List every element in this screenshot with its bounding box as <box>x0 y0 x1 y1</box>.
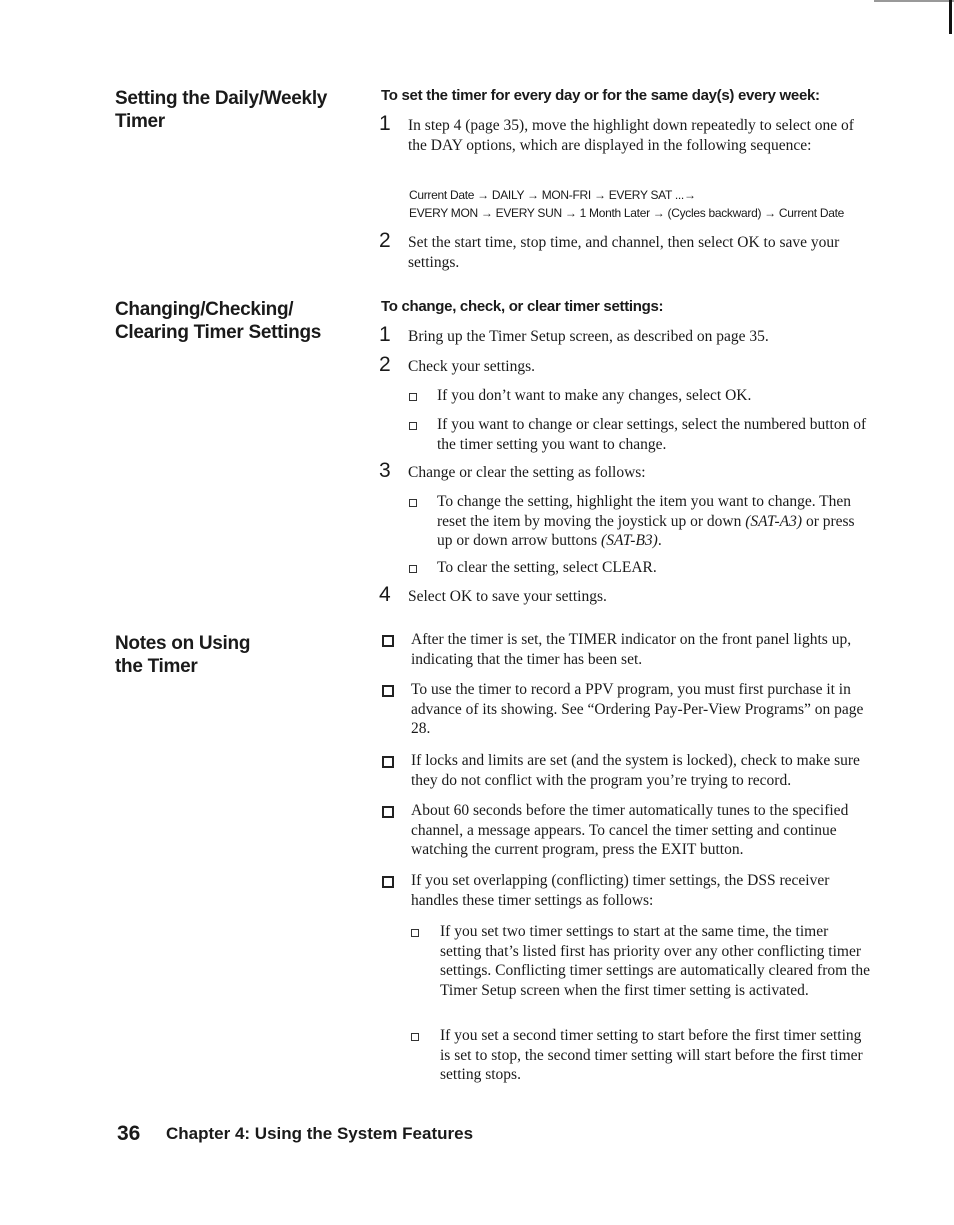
step-number: 2 <box>379 229 391 252</box>
bullet-box-icon <box>411 929 419 937</box>
page-number: 36 <box>117 1122 141 1145</box>
day-sequence-line: EVERY MON → EVERY SUN → 1 Month Later → (Cycles backward) → Current Date <box>409 206 844 220</box>
bullet-text: To clear the setting, select CLEAR. <box>437 559 657 576</box>
step-text: Change or clear the setting as follows: <box>408 464 646 481</box>
chapter-title: Chapter 4: Using the System Features <box>166 1124 474 1143</box>
step-number: 3 <box>379 459 391 482</box>
note-text: About 60 seconds before the timer automatically tunes to the specified channel, a message appears. To cancel the timer setting and continue watching the current program, press the EXIT button. <box>411 802 849 858</box>
note-box-icon <box>382 756 394 768</box>
bullet-text: If you don’t want to make any changes, select OK. <box>437 387 752 404</box>
heading-line: Clearing Timer Settings <box>115 322 322 343</box>
note-box-icon <box>382 806 394 818</box>
step-number: 1 <box>379 323 391 346</box>
note-text: After the timer is set, the TIMER indicator on the front panel lights up, indicating that the timer has been set. <box>411 631 852 668</box>
heading-line: Timer <box>115 111 165 132</box>
bullet-box-icon <box>409 499 417 507</box>
heading-line: Setting the Daily/Weekly <box>115 88 328 109</box>
day-sequence-line: Current Date → DAILY → MON-FRI → EVERY SAT ...→ <box>409 188 696 202</box>
section-heading-daily-weekly <box>115 87 345 133</box>
model-ref: (SAT-A3) <box>745 512 803 530</box>
note-box-icon <box>382 635 394 647</box>
bullet-text: If you set a second timer setting to start before the first timer setting is set to stop, the second timer setting will start before the first timer setting stops. <box>440 1027 863 1083</box>
subheading-changing: To change, check, or clear timer settings: <box>381 298 664 315</box>
corner-rule <box>874 0 954 2</box>
step-text: Bring up the Timer Setup screen, as described on page 35. <box>408 328 769 345</box>
note-text: If you set overlapping (conflicting) timer settings, the DSS receiver handles these timer settings as follows: <box>411 872 830 909</box>
subheading-daily-weekly: To set the timer for every day or for the same day(s) every week: <box>381 87 820 104</box>
bullet-text-part: . <box>657 532 662 549</box>
bullet-box-icon <box>409 422 417 430</box>
corner-bar <box>949 0 952 34</box>
bullet-text <box>437 492 862 551</box>
bullet-text: If you want to change or clear settings, select the numbered button of the timer setting you want to change. <box>437 416 867 453</box>
step-text: In step 4 (page 35), move the highlight down repeatedly to select one of the DAY options, which are displayed in the following sequence: <box>408 117 854 154</box>
bullet-text-part: or press up or down arrow buttons <box>437 512 855 549</box>
heading-line: the Timer <box>115 656 198 677</box>
step-number: 1 <box>379 112 391 135</box>
step-text: Select OK to save your settings. <box>408 588 607 605</box>
step-number: 2 <box>379 353 391 376</box>
note-box-icon <box>382 876 394 888</box>
heading-line: Changing/Checking/ <box>115 299 294 320</box>
step-number: 4 <box>379 583 391 606</box>
bullet-box-icon <box>409 565 417 573</box>
bullet-text: If you set two timer settings to start at the same time, the timer setting that’s listed first has priority over any other conflicting timer settings. Conflicting timer settings are automatically cleared from the Timer Setup screen when the first timer setting is activated. <box>440 923 870 999</box>
note-text: If locks and limits are set (and the system is locked), check to make sure they do not conflict with the program you’re trying to record. <box>411 752 860 789</box>
step-text: Set the start time, stop time, and channel, then select OK to save your settings. <box>408 234 840 271</box>
bullet-text-part: To change the setting, highlight the item you want to change. Then reset the item by moving the joystick up or down <box>437 493 852 530</box>
model-ref: (SAT-B3) <box>601 532 658 549</box>
step-text: Check your settings. <box>408 358 535 375</box>
section-heading-changing <box>115 298 355 344</box>
note-box-icon <box>382 685 394 697</box>
bullet-box-icon <box>411 1033 419 1041</box>
bullet-box-icon <box>409 393 417 401</box>
note-text: To use the timer to record a PPV program, you must first purchase it in advance of its showing. See “Ordering Pay-Per-View Programs” on page 28. <box>411 681 864 737</box>
section-heading-notes <box>115 632 345 678</box>
heading-line: Notes on Using <box>115 633 251 654</box>
